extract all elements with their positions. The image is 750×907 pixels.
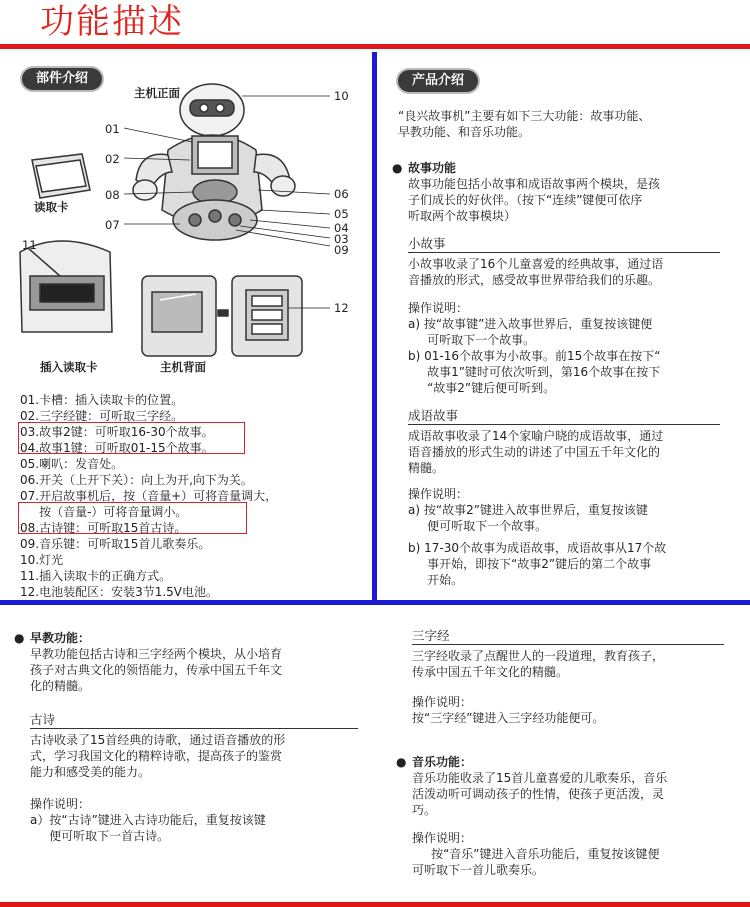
parts-item: 09.音乐键：可听取15首儿歌奏乐。 (20, 537, 211, 551)
horizontal-divider (0, 600, 750, 605)
small-story-title: 小故事 (408, 236, 446, 251)
callout-01: 01 (105, 122, 120, 136)
highlight-box-story (18, 422, 245, 454)
idiom-story-op: b) 17-30个故事为成语故事，成语故事从17个故 (408, 541, 667, 555)
product-header: 产品介绍 (398, 70, 478, 92)
vertical-divider (372, 52, 377, 600)
idiom-story-line: 成语故事收录了14个家喻户晓的成语故事，通过 (408, 429, 664, 443)
small-story-op: 故事1”键时可依次听到，第16个故事在按下 (408, 365, 661, 379)
callout-12: 12 (334, 301, 349, 315)
callout-07: 07 (105, 218, 120, 232)
parts-item: 07.开启故事机后，按（音量+）可将音量调大， (20, 489, 278, 503)
music-bullet: ● (396, 755, 407, 769)
poem-ops-title: 操作说明： (30, 797, 91, 811)
poem-body-line: 能力和感受美的能力。 (30, 765, 151, 779)
label-insert: 插入读取卡 (40, 360, 98, 374)
robot-illustration (0, 80, 372, 380)
parts-item: 01.卡槽：插入读取卡的位置。 (20, 393, 184, 407)
product-intro-line: 早教功能、和音乐功能。 (398, 125, 531, 139)
small-story-op: 可听取下一个故事。 (408, 333, 536, 347)
poem-op: a）按“古诗”键进入古诗功能后，重复按该键 (30, 813, 266, 827)
card-image (32, 154, 90, 198)
poem-body-line: 古诗收录了15首经典的诗歌，通过语音播放的形 (30, 733, 286, 747)
idiom-story-op: 便可听取下一个故事。 (408, 519, 548, 533)
music-op: 可听取下一首儿歌奏乐。 (412, 863, 545, 877)
insert-card-image (20, 241, 112, 332)
label-card: 读取卡 (34, 200, 69, 214)
music-body-line: 巧。 (412, 803, 437, 817)
sanzijing-body-line: 传承中国五千年文化的精髓。 (412, 665, 569, 679)
parts-item: 08.古诗键：可听取15首古诗。 (20, 521, 187, 535)
small-story-op: b) 01-16个故事为小故事。前15个故事在按下“ (408, 349, 661, 363)
label-front: 主机正面 (134, 86, 180, 100)
robot-front-image (133, 84, 295, 240)
idiom-story-rule (408, 424, 720, 425)
label-back: 主机背面 (160, 360, 206, 374)
small-story-op: “故事2”键后便可听到。 (408, 381, 556, 395)
sanzijing-title: 三字经 (412, 628, 450, 643)
callout-05: 05 (334, 207, 349, 221)
parts-header: 部件介绍 (22, 68, 102, 90)
callout-04: 04 (334, 221, 349, 235)
idiom-story-op: 开始。 (408, 573, 464, 587)
callout-03: 03 (334, 232, 349, 246)
music-ops-title: 操作说明： (412, 831, 473, 845)
poem-title: 古诗 (30, 712, 56, 727)
highlight-box-poem-music (18, 502, 247, 534)
story-title: 故事功能 (408, 161, 457, 175)
bottom-line (0, 902, 750, 907)
early-body-line: 早教功能包括古诗和三字经两个模块，从小培育 (30, 647, 283, 661)
parts-item: 02.三字经键：可听取三字经。 (20, 409, 184, 423)
small-story-ops-title: 操作说明： (408, 301, 469, 315)
sanzijing-ops-title: 操作说明： (412, 695, 473, 709)
small-story-op: a) 按“故事键”进入故事世界后，重复按该键便 (408, 317, 653, 331)
callout-10: 10 (334, 89, 349, 103)
music-op: 按“音乐”键进入音乐功能后，重复按该键便 (412, 847, 660, 861)
title-underline (0, 44, 750, 49)
idiom-story-op: 事开始，即按下“故事2”键后的第二个故事 (408, 557, 652, 571)
callout-09: 09 (334, 243, 349, 257)
idiom-story-ops-title: 操作说明： (408, 487, 469, 501)
small-story-rule (408, 252, 720, 253)
idiom-story-line: 语音播放的形式生动的讲述了中国五千年文化的 (408, 445, 661, 459)
music-title: 音乐功能： (412, 755, 473, 769)
parts-item: 03.故事2键：可听取16-30个故事。 (20, 425, 214, 439)
parts-item: 10.灯光 (20, 553, 64, 567)
page-title: 功能描述 (40, 2, 184, 42)
music-body-line: 音乐功能收录了15首儿童喜爱的儿歌奏乐，音乐 (412, 771, 668, 785)
sanzijing-rule (412, 644, 724, 645)
callout-11: 11 (22, 238, 37, 252)
story-body-line: 听取两个故事模块） (408, 209, 517, 223)
product-intro-line: “良兴故事机”主要有如下三大功能：故事功能、 (398, 109, 651, 123)
parts-item: 12.电池装配区：安装3节1.5V电池。 (20, 585, 219, 599)
idiom-story-op: a) 按“故事2”键进入故事世界后，重复按该键 (408, 503, 648, 517)
sanzijing-op: 按“三字经”键进入三字经功能便可。 (412, 711, 605, 725)
parts-item: 06.开关（上开下关）：向上为开,向下为关。 (20, 473, 253, 487)
parts-item: 05.喇叭：发音处。 (20, 457, 124, 471)
poem-op: 便可听取下一首古诗。 (30, 829, 170, 843)
poem-rule (30, 728, 358, 729)
story-body-line: 故事功能包括小故事和成语故事两个模块，是孩 (408, 177, 661, 191)
sanzijing-body-line: 三字经收录了点醒世人的一段道理，教育孩子， (412, 649, 665, 663)
music-body-line: 活泼动听可调动孩子的性情，使孩子更活泼，灵 (412, 787, 665, 801)
early-body-line: 孩子对古典文化的领悟能力，传承中国五千年文 (30, 663, 283, 677)
early-bullet: ● (14, 631, 25, 645)
robot-back-image (142, 276, 302, 356)
parts-item: 按（音量-）可将音量调小。 (20, 505, 188, 519)
callout-02: 02 (105, 152, 120, 166)
idiom-story-line: 精髓。 (408, 461, 445, 475)
poem-body-line: 式，学习我国文化的精粹诗歌，提高孩子的鉴赏 (30, 749, 283, 763)
small-story-line: 音播放的形式，感受故事世界带给我们的乐趣。 (408, 273, 661, 287)
early-body-line: 化的精髓。 (30, 679, 91, 693)
early-title: 早教功能： (30, 631, 91, 645)
story-body-line: 子们成长的好伙伴。（按下“连续”键便可依序 (408, 193, 643, 207)
callout-06: 06 (334, 187, 349, 201)
callout-08: 08 (105, 188, 120, 202)
idiom-story-title: 成语故事 (408, 408, 459, 423)
parts-item: 04.故事1键：可听取01-15个故事。 (20, 441, 214, 455)
parts-item: 11.插入读取卡的正确方式。 (20, 569, 172, 583)
story-bullet: ● (392, 161, 403, 175)
small-story-line: 小故事收录了16个儿童喜爱的经典故事，通过语 (408, 257, 664, 271)
